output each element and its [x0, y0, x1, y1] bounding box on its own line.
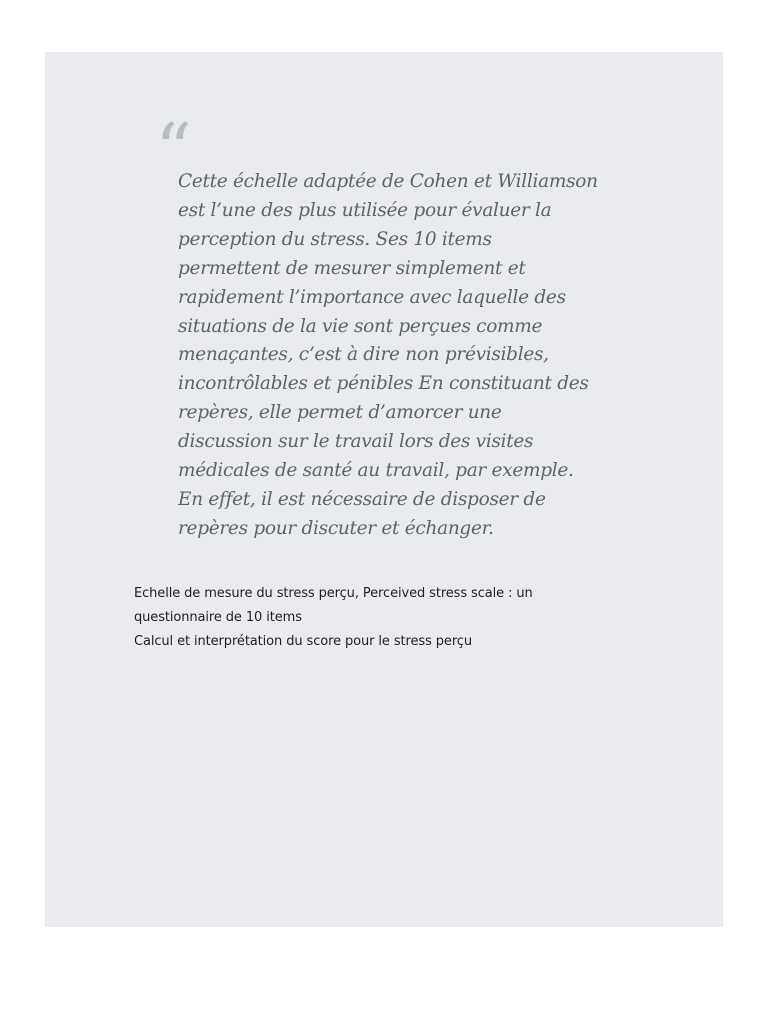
caption-line-1: Echelle de mesure du stress perçu, Perceived stress scale : un questionnaire de 10 items [134, 586, 533, 625]
quote-caption [134, 582, 604, 654]
quote-mark-icon: “ [155, 108, 186, 192]
quote-panel [45, 52, 723, 927]
quote-text: Cette échelle adaptée de Cohen et Williamson est l’une des plus utilisée pour évaluer la perception du stress. Ses 10 items permettent de mesurer simplement et rapidement l’importance avec laquelle des situations de la vie sont perçues comme menaçantes, c’est à dire non prévisibles, incontrôlables et pénibles En constituant des repères, elle permet d’amorcer une discussion sur le travail lors des visites médicales de santé au travail, par exemple. En effet, il est nécessaire de disposer de repères pour discuter et échanger. [178, 171, 598, 539]
caption-line-2: Calcul et interprétation du score pour le stress perçu [134, 634, 472, 649]
